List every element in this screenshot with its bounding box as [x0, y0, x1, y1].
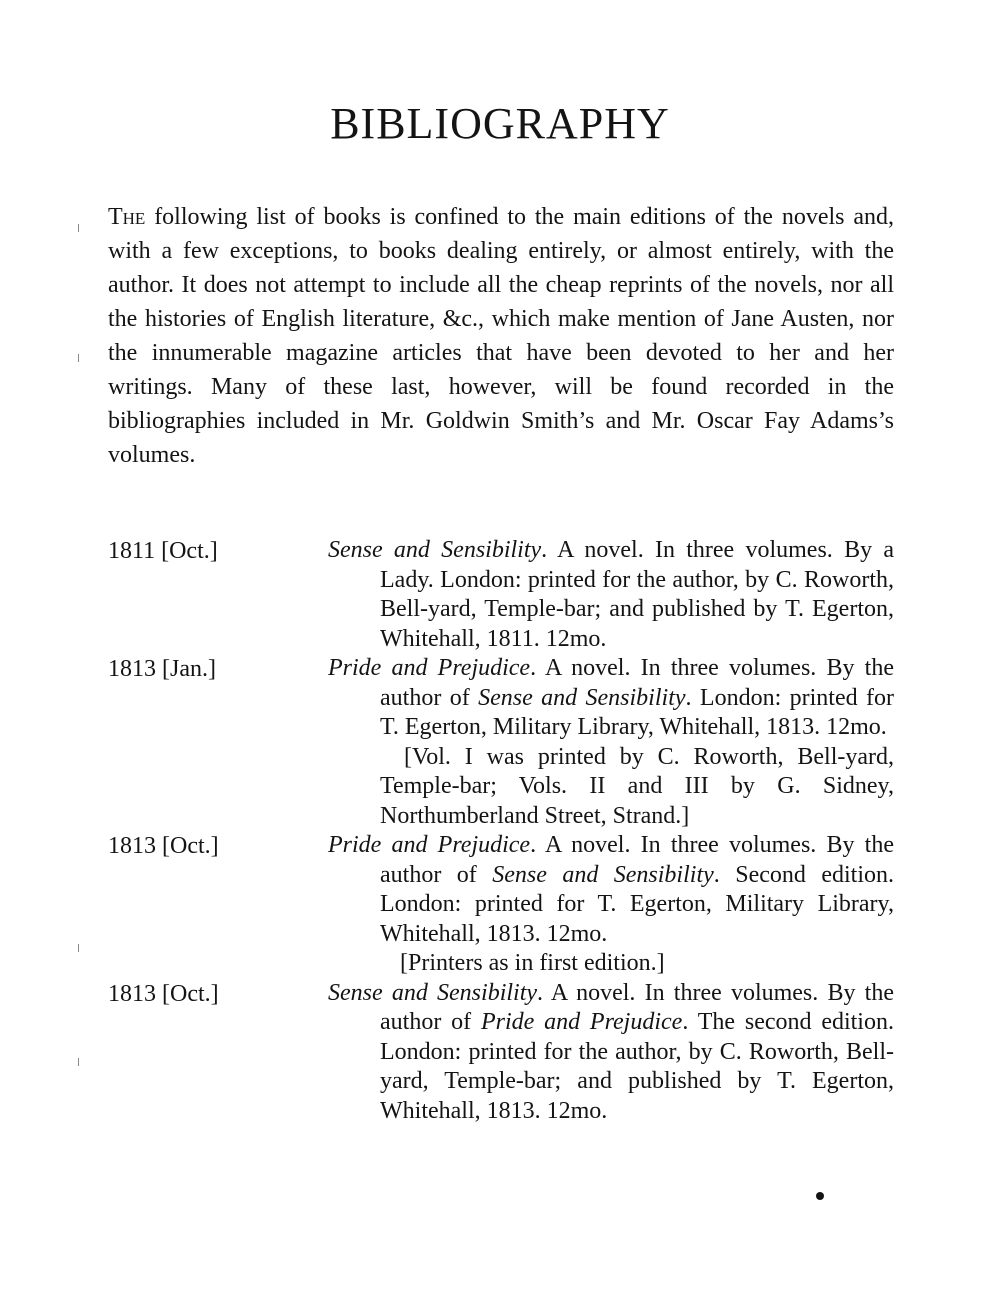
page-mark-dot — [816, 1192, 824, 1200]
intro-lead-word: The — [108, 204, 146, 230]
margin-tick — [78, 944, 79, 952]
margin-tick — [78, 1058, 79, 1066]
entry-note: [Vol. I was printed by C. Roworth, Bell-yard, Temple-bar; Vols. II and III by G. Sidney, Northumberland Street, Strand.] — [380, 743, 894, 829]
entry-desc-a: A novel. In three volumes. By the author of — [380, 832, 894, 888]
entry-date: 1813 [Jan.] — [108, 656, 216, 682]
entry-date: 1811 [Oct.] — [108, 538, 218, 564]
entry-ref-title: Sense and Sensibility — [478, 684, 686, 711]
page-title: BIBLIOGRAPHY — [330, 99, 670, 148]
entry-body — [328, 536, 894, 654]
entry-ref-title: Sense and Sensibility — [492, 861, 714, 888]
entry-title: Sense and Sensibility — [328, 979, 538, 1006]
entry-title: Pride and Prejudice — [328, 655, 531, 681]
entry-title-punct: . — [530, 655, 537, 681]
intro-text: following list of books is confined to the main editions of the novels and, with a few exceptions, to books dealing entirely, or almost entirely, with the author. It does not attempt to include all the cheap reprints of the novels, nor all the histories of English literature, &c., which make mention of Jane Austen, nor the innumerable magazine articles that have been devoted to her and her writings. Many of these last, however, will be found recorded in the bibliographies included in Mr. Goldwin Smith’s and Mr. Oscar Fay Adams’s volumes. — [108, 204, 894, 468]
margin-tick — [78, 354, 79, 362]
entry-date: 1813 [Oct.] — [108, 980, 219, 1007]
entry-body — [328, 831, 894, 949]
entry-note: [Printers as in first edition.] — [400, 950, 665, 976]
bibliography-entry — [108, 979, 894, 1127]
entry-title-punct: . — [541, 537, 548, 563]
entry-ref-title: Pride and Prejudice — [480, 1009, 683, 1035]
entry-desc-b: . The second edition. London: printed for the author, by C. Roworth, Bell-yard, Temple-bar; and published by T. Egerton, Whitehall, 1813. 12mo. — [380, 1009, 894, 1124]
bibliography-list — [108, 536, 894, 1126]
entry-title-punct: . — [537, 979, 544, 1006]
intro-paragraph — [108, 200, 894, 472]
entry-desc-b: . Second edition. London: printed for T. Egerton, Military Library, Whitehall, 1813. 12mo. — [380, 861, 894, 947]
entry-title-punct: . — [530, 832, 537, 858]
entry-body — [328, 654, 894, 743]
margin-tick — [78, 224, 79, 232]
bibliography-entry — [108, 536, 894, 654]
entry-desc: A novel. In three volumes. By a Lady. London: printed for the author, by C. Roworth, Bell-yard, Temple-bar; and published by T. Egerton, Whitehall, 1811. 12mo. — [380, 537, 894, 652]
entry-title: Pride and Prejudice — [328, 832, 531, 858]
bibliography-entry — [108, 654, 894, 831]
entry-desc-b: . London: printed for T. Egerton, Military Library, Whitehall, 1813. 12mo. — [380, 684, 894, 740]
entry-desc-a: A novel. In three volumes. By the author of — [380, 979, 894, 1035]
entry-body — [328, 979, 894, 1127]
bibliography-entry — [108, 831, 894, 979]
entry-desc-a: A novel. In three volumes. By the author of — [380, 655, 894, 711]
entry-title: Sense and Sensibility — [328, 537, 542, 563]
entry-date: 1813 [Oct.] — [108, 833, 219, 859]
